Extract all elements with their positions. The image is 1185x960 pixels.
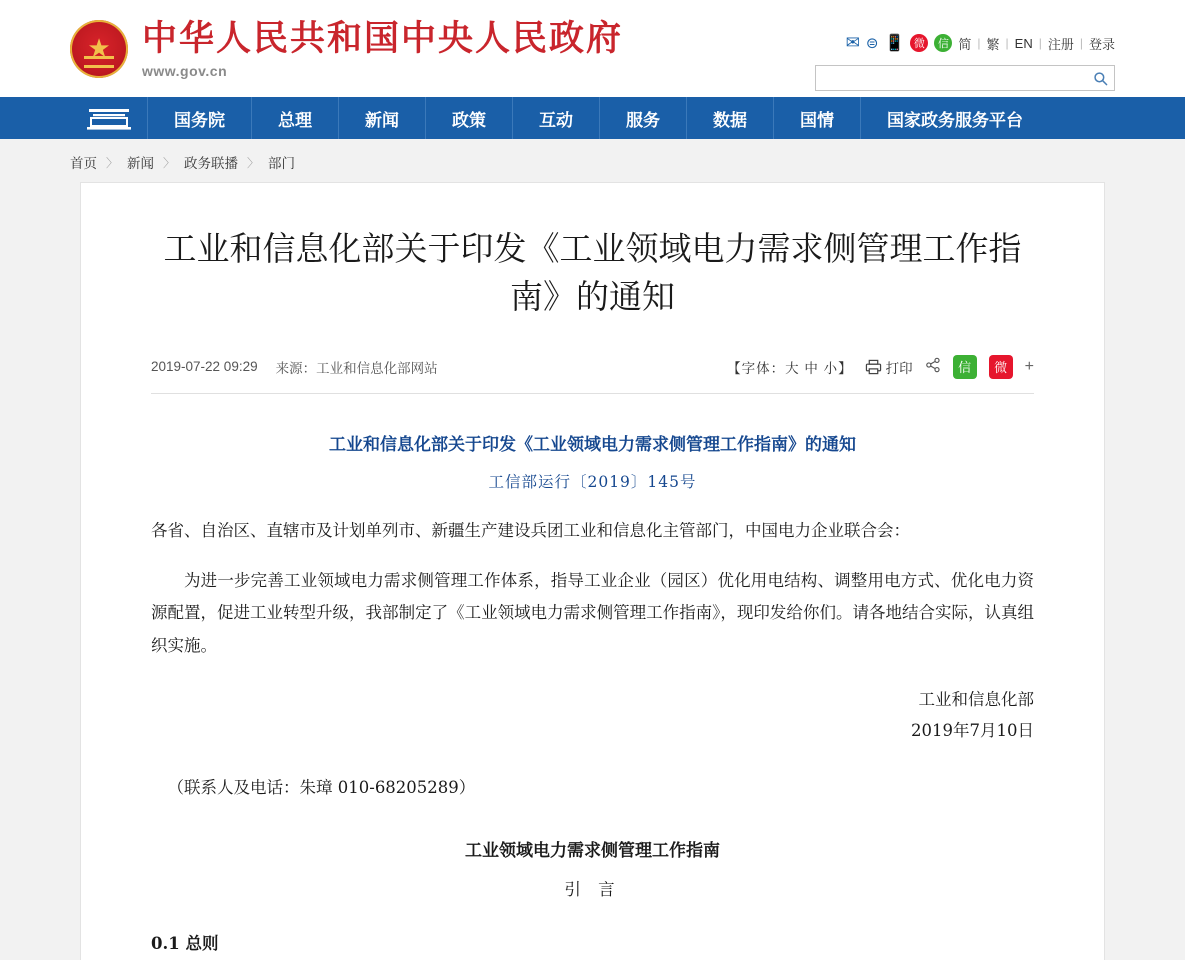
section-heading: 0.1 总则	[151, 933, 219, 953]
document-number: 工信部运行〔2019〕145号	[488, 472, 697, 491]
nav-item-zongli[interactable]: 总理	[252, 97, 339, 139]
nav-item-guowuyuan[interactable]: 国务院	[148, 97, 252, 139]
sign-date: 2019年7月10日	[911, 721, 1034, 741]
separator: |	[1005, 36, 1009, 50]
site-url: www.gov.cn	[142, 62, 228, 79]
breadcrumb-item-zhengwulianbo[interactable]: 政务联播	[184, 156, 239, 171]
signature-block	[151, 684, 1034, 747]
page-title: 工业和信息化部关于印发《工业领域电力需求侧管理工作指南》的通知	[163, 229, 1022, 316]
site-header	[0, 0, 1185, 97]
source-label: 来源：	[275, 360, 317, 376]
search-icon[interactable]	[1086, 66, 1114, 90]
mail-icon[interactable]: ✉	[845, 33, 860, 52]
weibo-icon[interactable]: 微	[910, 34, 928, 52]
meta-left	[151, 357, 438, 377]
source-info	[276, 357, 438, 377]
header-utilities	[815, 32, 1115, 91]
font-size-small[interactable]: 小	[823, 360, 839, 376]
english-link[interactable]: EN	[1014, 35, 1033, 51]
guide-subtitle: 引 言	[564, 879, 621, 899]
register-link[interactable]: 注册	[1047, 36, 1074, 52]
font-size-label-end: 】	[838, 360, 853, 376]
nav-item-zhengwu-platform[interactable]: 国家政务服务平台	[887, 110, 1023, 130]
breadcrumb	[0, 139, 1185, 182]
breadcrumb-item-news[interactable]: 新闻	[127, 156, 155, 171]
nav-item-fuwu[interactable]: 服务	[600, 97, 687, 139]
source-value: 工业和信息化部网站	[316, 360, 438, 376]
national-emblem-icon: ★	[70, 20, 128, 78]
font-size-medium[interactable]: 中	[804, 360, 819, 376]
wechat-icon[interactable]: 信	[934, 34, 952, 52]
nav-item-guoqing[interactable]: 国情	[774, 97, 861, 139]
recipients-line: 各省、自治区、直辖市及计划单列市、新疆生产建设兵团工业和信息化主管部门，中国电力企业联合会：	[151, 521, 910, 541]
print-label: 打印	[885, 360, 913, 376]
meta-right	[727, 355, 1034, 379]
mobile-icon[interactable]: 📱	[884, 35, 905, 52]
wap-icon[interactable]: ⊜	[865, 35, 879, 52]
article-meta	[151, 355, 1034, 394]
search-input[interactable]	[816, 66, 1086, 90]
publish-datetime: 2019-07-22 09:29	[151, 359, 258, 375]
chevron-right-icon: 〉	[247, 155, 260, 170]
breadcrumb-item-bumen[interactable]: 部门	[268, 156, 296, 171]
font-size-label: 【字体：	[727, 360, 786, 376]
article-body	[151, 394, 1034, 960]
breadcrumb-item-home[interactable]: 首页	[70, 156, 97, 171]
search-bar[interactable]	[815, 65, 1115, 91]
login-link[interactable]: 登录	[1088, 36, 1115, 52]
font-size-large[interactable]: 大	[785, 360, 800, 376]
print-button[interactable]	[865, 357, 913, 377]
printer-icon	[865, 359, 882, 375]
weibo-share-icon[interactable]: 微	[989, 355, 1013, 379]
document-title: 工业和信息化部关于印发《工业领域电力需求侧管理工作指南》的通知	[329, 434, 856, 455]
gate-home-icon[interactable]	[70, 97, 148, 139]
contact-line: （联系人及电话：朱璋 010-68205289）	[167, 778, 476, 798]
site-logo[interactable]	[70, 20, 623, 79]
article-card	[80, 182, 1105, 960]
wechat-share-icon[interactable]: 信	[953, 355, 977, 379]
nav-item-shuju[interactable]: 数据	[687, 97, 774, 139]
guide-title: 工业领域电力需求侧管理工作指南	[465, 840, 720, 861]
nav-item-zhengce[interactable]: 政策	[426, 97, 513, 139]
separator: |	[977, 36, 981, 50]
chevron-right-icon: 〉	[163, 155, 176, 170]
signer-name: 工业和信息化部	[918, 689, 1034, 709]
traditional-chinese-link[interactable]: 繁	[986, 36, 1000, 52]
chevron-right-icon: 〉	[106, 155, 119, 170]
font-size-control[interactable]	[727, 357, 853, 377]
nav-item-hudong[interactable]: 互动	[513, 97, 600, 139]
utility-links	[815, 32, 1115, 54]
share-icon[interactable]	[925, 357, 941, 377]
plus-icon[interactable]: +	[1024, 357, 1034, 375]
separator: |	[1079, 36, 1083, 50]
body-paragraph: 为进一步完善工业领域电力需求侧管理工作体系，指导工业企业（园区）优化用电结构、调整用电方式、优化电力资源配置，促进工业转型升级，我部制定了《工业领域电力需求侧管理工作指南》，现印发给你们。请各地结合实际，认真组织实施。	[151, 571, 1034, 655]
separator: |	[1038, 36, 1042, 50]
simplified-chinese-link[interactable]: 简	[958, 36, 972, 52]
site-title: 中华人民共和国中央人民政府	[142, 19, 624, 59]
nav-item-xinwen[interactable]: 新闻	[339, 97, 426, 139]
main-nav	[0, 97, 1185, 139]
